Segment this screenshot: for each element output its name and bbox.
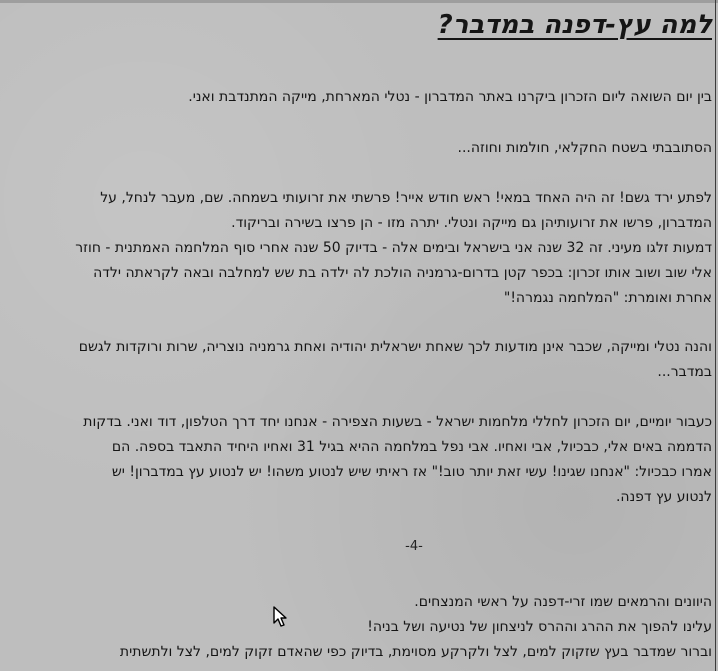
text-line: הדממה באים אלי, כבכיול, אבי ואחיו. אבי נפל במלחמה ההיא בגיל 31 ואחיו היחיד התאבד בספה. הם [111,439,712,455]
paragraph-dance [6,335,712,385]
text-line: אמרו כבכיול: "אנחנו שגינו! עשי זאת יותר טוב!" אז ראיתי שיש לנטוע משהו! יש לנטוע עץ במדברון! יש [111,464,712,480]
text-line: בין יום השואה ליום הזכרון ביקרנו באתר המדברון - נטלי המארחת, מייקה המתנדבת ואני. [188,89,712,105]
paragraph-visit [6,85,712,110]
paragraph-laurel [6,590,712,665]
text-line: לפתע ירד גשם! זה היה האחד במאי! ראש חודש אייר! פרשתי את זרועותי בשמחה. שם, מעבר לנחל, על [100,190,712,206]
text-line: דמעות זלגו מעיני. זה 32 שנה אני בישראל ובימים אלה - בדיוק 50 שנה אחרי סוף המלחמה האמתנית - חוזר [75,240,712,256]
text-line: אלי שוב ושוב אותו זכרון: בכפר קטן בדרום-גרמניה הולכת לה ילדה בת שש למחלבה ובאה לקראתה ילדה [93,265,712,281]
text-line: עלינו להפוך את ההרג וההרס לניצחון של נטיעה ושל בניה! [367,619,712,635]
text-line: כעבור יומיים, יום הזכרון לחללי מלחמות ישראל - בשעות הצפירה - אנחנו יחד דרך הטלפון, דוד ואני. בדקות [83,414,712,430]
text-line: הסתובבתי בשטח החקלאי, חולמות וחוזה... [457,140,712,156]
text-line: וברור שמדבר בעץ שזקוק למים, לצל ולקרקע מסוימת, בדיוק כפי שהאדם זקוק למים, לצל ולתשתית [119,644,712,660]
mouse-pointer-icon [273,606,287,628]
text-line: במדבר... [657,364,712,380]
paragraph-memorial-day [6,410,712,510]
paragraph-walk [6,136,712,161]
text-line: לנטוע עץ דפנה. [615,489,712,505]
text-line: והנה נטלי ומייקה, שכבר אינן מודעות לכך שאחת ישראלית יהודיה ואחת גרמניה נוצריה, שרות ורוקדות לגשם [78,339,712,355]
page-number: -4- [405,539,423,554]
paragraph-rain [6,186,712,236]
paragraph-memory [6,236,712,311]
text-line: היוונים והרמאים שמו זרי-דפנה על ראשי המנצחים. [414,594,712,610]
text-line: המדברון, פרשו את זרועותיהן גם מייקה ונטלי. יתרה מזו - הן פרצו בשירה ובריקוד. [231,215,712,231]
text-line: אחרת ואומרת: "המלחמה נגמרה!" [503,290,712,306]
document-title: למה עץ-דפנה במדבר? [437,10,712,40]
